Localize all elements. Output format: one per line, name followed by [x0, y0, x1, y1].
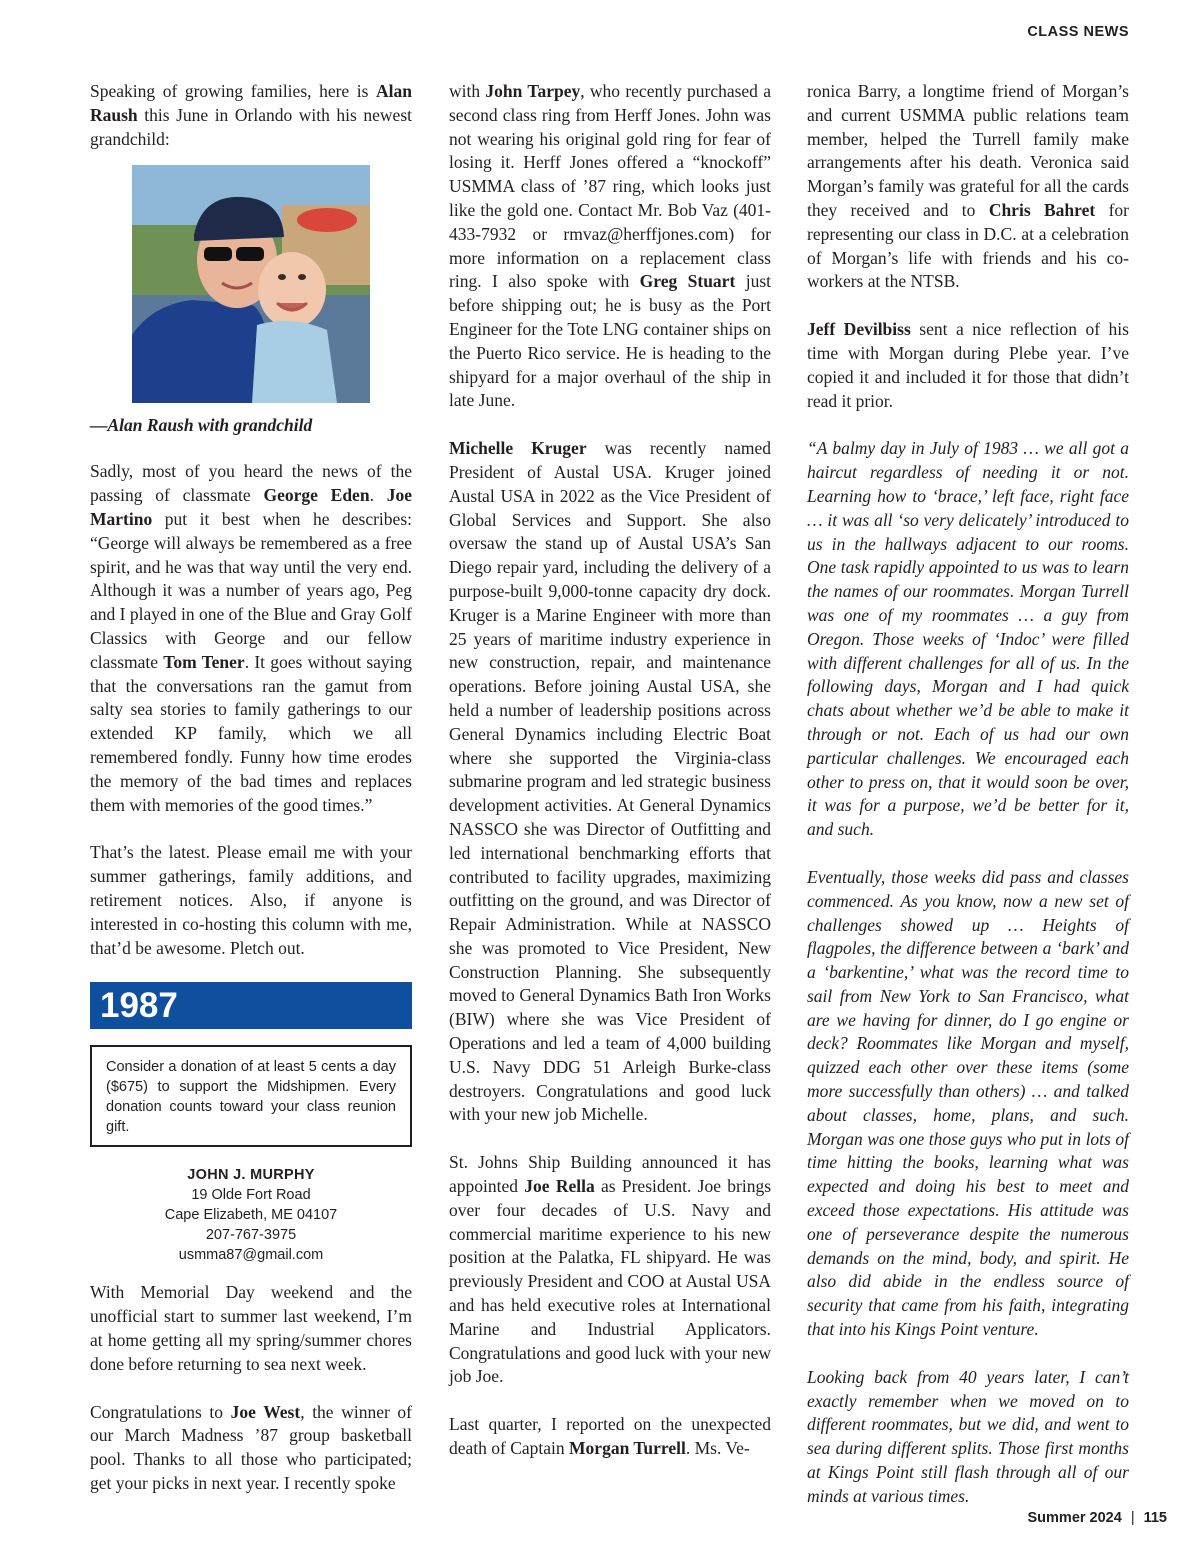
quoted-reflection: Eventually, those weeks did pass and classes commenced. As you know, now a new set of challenges showed up … Heights of flagpoles, the difference between a ‘bark’ and a ‘barkentine,’ what was the record time to sail from New York to San Francisco, what are we having for dinner, do I go engine or deck? Roommates like Morgan and myself, quizzed each other over these items (some more successfully than others) … and talked about classes, home, plans, and such. Morgan was one those guys who put in lots of time hitting the books, learning what was expected and doing his best to meet and exceed those expectations. His attitude was one of perseverance despite the numerous demands on the mind, body, and spirit. He also did abide in the endless source of security that came from his faith, integrating that into his Kings Point venture. [807, 866, 1129, 1340]
paragraph: Sadly, most of you heard the news of the passing of classmate George Eden. Joe Martino put it best when he describes: “George will always be remembered as a free spirit, and he was that way until the very end. Although it was a number of years ago, Peg and I played in one of the Blue and Gray Golf Classics with George and our fellow classmate Tom Tener. It goes without saying that the conversations ran the gamut from salty sea stories to family gatherings to our extended KP family, which we all remembered fondly. Funny how time erodes the memory of the bad times and replaces them with memories of the good times.” [90, 461, 413, 815]
paragraph: Speaking of growing families, here is Alan Raush this June in Orlando with his newest grandchild: [90, 81, 412, 149]
section-label: CLASS NEWS [1027, 24, 1129, 40]
paragraph: That’s the latest. Please email me with your summer gatherings, family additions, and retirement notices. Also, if anyone is interested in co-hosting this column with me, that’d be awesome. Pletch out. [90, 842, 412, 958]
paragraph: With Memorial Day weekend and the unofficial start to summer last weekend, I’m at home getting all my spring/summer chores done before returning to sea next week. [90, 1282, 412, 1374]
contact-email[interactable]: usmma87@gmail.com [178, 1247, 324, 1264]
paragraph: with John Tarpey, who recently purchased a second class ring from Herff Jones. John was not wearing his original gold ring for fear of losing it. Herff Jones offered a “knockoff” USMMA class of ’87 ring, which looks just like the gold one. Contact Mr. Bob Vaz (401-433-7932 or rmvaz@herffjones.com) for more information on a replacement class ring. I also spoke with Greg Stuart just before shipping out; he is busy as the Port Engineer for the Tote LNG container ships on the Puerto Rico service. He is heading to the shipyard for a major overhaul of the ship in late June. [449, 81, 772, 411]
issue-label: Summer 2024 [1027, 1510, 1122, 1526]
contact-street: 19 Olde Fort Road [191, 1187, 311, 1204]
column-1 [90, 80, 412, 1496]
donation-notice: Consider a donation of at least 5 cents a day ($675) to support the Midshipmen. Every donation counts toward your class reunion gift. [90, 1045, 412, 1147]
paragraph: Congratulations to Joe West, the winner of our March Madness ’87 group basketball pool. Thanks to all those who participated; get your picks in next year. I recently spoke [90, 1401, 412, 1493]
quoted-reflection: Looking back from 40 years later, I can’t exactly remember when we moved on to different roommates, but we did, and went to sea during different splits. Those first months at Kings Point still flash through all of our minds at various times. [807, 1366, 1129, 1506]
column-2 [449, 80, 771, 1461]
paragraph: ronica Barry, a longtime friend of Morgan’s and current USMMA public relations team member, helped the Turrell family make arrangements after his death. Veronica said Morgan’s family was grateful for all the cards they received and to Chris Bahret for representing our class in D.C. at a celebration of Morgan’s life with friends and his co-workers at the NTSB. [807, 81, 1130, 292]
photo-caption: —Alan Raush with grandchild [90, 415, 313, 436]
class-year-banner: 1987 [90, 982, 412, 1029]
contact-name: JOHN J. MURPHY [187, 1167, 315, 1184]
paragraph: Last quarter, I reported on the unexpected death of Captain Morgan Turrell. Ms. Ve- [449, 1414, 771, 1459]
class-secretary-contact [90, 1165, 412, 1265]
paragraph: Jeff Devilbiss sent a nice reflection of his time with Morgan during Plebe year. I’ve copied it and included it for those that didn’t read it prior. [807, 319, 1129, 411]
photo-grandfather-with-grandchild [132, 165, 370, 403]
paragraph: Michelle Kruger was recently named President of Austal USA. Kruger joined Austal USA in 2022 as the Vice President of Global Services and Support. She also oversaw the stand up of Austal USA’s San Diego repair yard, including the delivery of a purpose-built 9,000-tonne capacity dry dock. Kruger is a Marine Engineer with more than 25 years of maritime industry experience in new construction, repair, and maintenance operations. Before joining Austal USA, she held a number of leadership positions across General Dynamics including Electric Boat where she supported the Virginia-class submarine program and led strategic business development activities. At General Dynamics NASSCO she was Director of Outfitting and led international benchmarking efforts that contributed to facility upgrades, maximizing outfitting on the ground, and was Director of Repair Administration. While at NASSCO she was promoted to Vice President, New Construction Planning. She subsequently moved to General Dynamics Bath Iron Works (BIW) where she was Vice President of Operations and led a team of 4,000 building U.S. Navy DDG 51 Arleigh Burke-class destroyers. Congratulations and good luck with your new job Michelle. [449, 438, 771, 1125]
quoted-reflection: “A balmy day in July of 1983 … we all got a haircut regardless of needing it or not. Learning how to ‘brace,’ left face, right face … it was all ‘so very delicately’ introduced to us in the hallways adjacent to our rooms. One task rapidly appointed to us was to learn the names of our roommates. Morgan Turrell was one of my roommates … a guy from Oregon. Those weeks of ‘Indoc’ were filled with different challenges for all of us. In the following days, Morgan and I had quick chats about whether we’d be able to make it through or not. Each of us had our own particular challenges. We encouraged each other to press on, that it would soon be over, it was for a purpose, we’d be better for it, and such. [807, 438, 1129, 840]
contact-phone: 207-767-3975 [205, 1227, 297, 1244]
page-number: 115 [1143, 1510, 1167, 1526]
column-3 [807, 80, 1129, 1509]
footer-separator: | [1130, 1510, 1135, 1526]
contact-city: Cape Elizabeth, ME 04107 [164, 1207, 338, 1224]
page-footer [1028, 1510, 1168, 1526]
paragraph: St. Johns Ship Building announced it has appointed Joe Rella as President. Joe brings over four decades of U.S. Navy and commercial maritime experience to his new position at the Palatka, FL shipyard. He was previously President and COO at Austal USA and has held executive roles at International Marine and Industrial Applicators. Congratulations and good luck with your new job Joe. [449, 1152, 771, 1387]
